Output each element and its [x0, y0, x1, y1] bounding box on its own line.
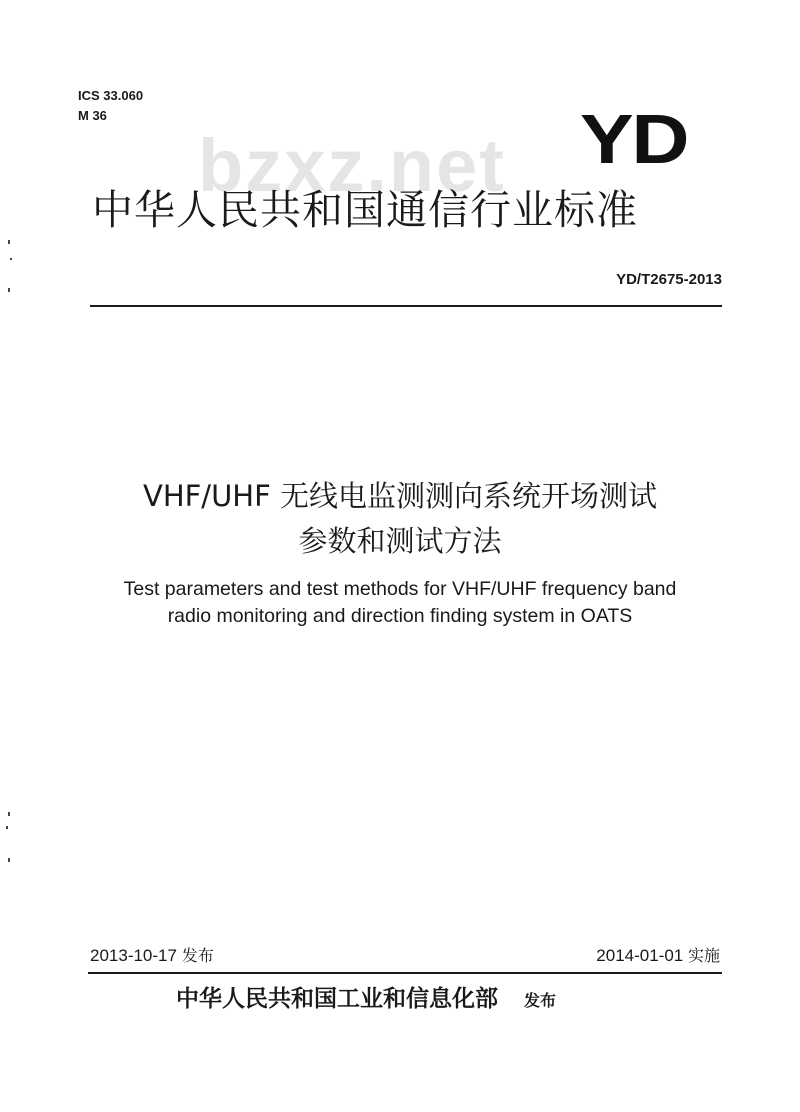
chinese-title-line-1: VHF/UHF 无线电监测测向系统开场测试 — [142, 479, 658, 513]
footer-divider — [88, 972, 722, 974]
issue-date-block — [90, 944, 214, 968]
effective-suffix: 实施 — [687, 946, 720, 965]
chinese-title-line-2: 参数和测试方法 — [298, 524, 502, 558]
scan-speck — [6, 826, 8, 829]
issue-suffix: 发布 — [181, 946, 214, 965]
issuer-name: 中华人民共和国工业和信息化部 — [176, 985, 498, 1012]
effective-date: 2014-01-01 — [596, 946, 684, 965]
issue-date: 2013-10-17 — [90, 946, 177, 965]
chinese-title — [60, 474, 740, 564]
watermark: bzxz.net — [198, 124, 506, 207]
scan-speck — [8, 240, 10, 244]
header-divider — [90, 305, 722, 307]
yd-logo: YD — [580, 100, 688, 178]
classification-block — [78, 86, 143, 126]
standard-number: YD/T2675-2013 — [616, 271, 722, 288]
scan-speck — [10, 258, 12, 260]
english-title-line-2: radio monitoring and direction finding system in OATS — [167, 605, 633, 627]
issuer-action: 发布 — [524, 991, 557, 1010]
english-title-line-1: Test parameters and test methods for VHF/UHF frequency band — [123, 578, 677, 600]
english-title — [60, 576, 740, 630]
org-title: 中华人民共和国通信行业标准 — [92, 186, 638, 234]
scan-speck — [8, 812, 10, 816]
scan-speck — [8, 858, 10, 862]
scan-speck — [8, 288, 10, 292]
ccs-code: M 36 — [78, 108, 107, 123]
effective-date-block — [596, 944, 720, 968]
issuer — [176, 982, 556, 1018]
ics-code: ICS 33.060 — [78, 88, 144, 103]
